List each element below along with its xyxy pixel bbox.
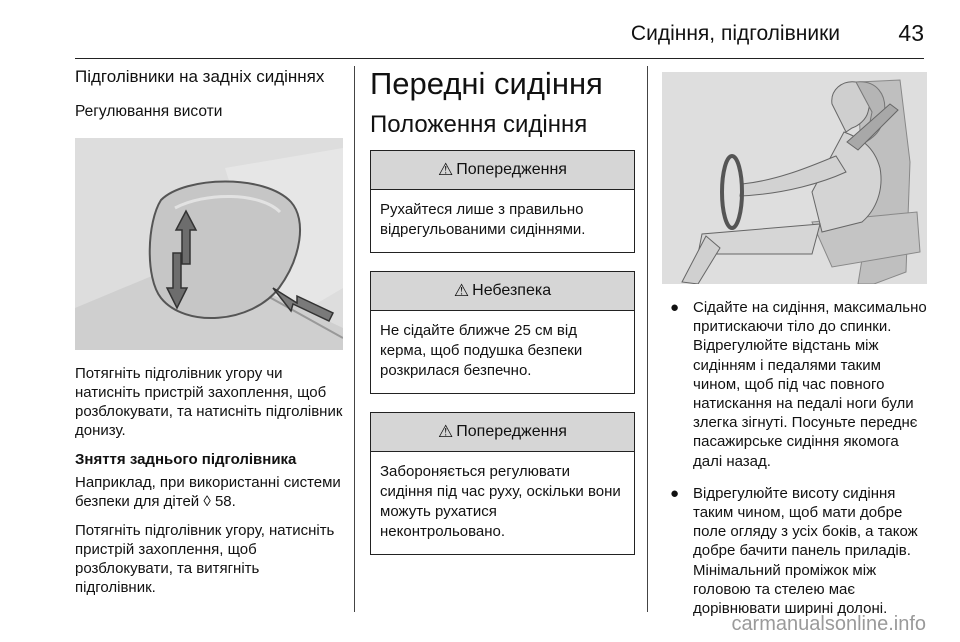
- paragraph-child-restraint: Наприклад, при використанні системи безпеки для дітей ◊ 58.: [75, 474, 341, 510]
- warning-box-header: [371, 413, 634, 452]
- driver-drawing: [662, 72, 927, 284]
- page-reference[interactable]: 58.: [210, 493, 236, 510]
- danger-box: [370, 271, 635, 394]
- paragraph-removal: Потягніть підголівник угору, натисніть пристрій захоплення, щоб розблокувати, та витягніть підголівник.: [75, 522, 335, 596]
- warning-triangle-icon: ⚠: [438, 160, 454, 179]
- warning-box-title: Попередження: [456, 161, 567, 178]
- column-seat-instructions: [662, 66, 927, 631]
- danger-box-title: Небезпека: [472, 282, 552, 299]
- page-number: 43: [898, 20, 924, 46]
- list-item: ● Відрегулюйте висоту сидіння таким чином, щоб мати добре поле огляду з усіх боків, а також добре бачити панель приладів. Мінімальний проміжок між головою та стелею має дорівнювати ширині долоні.: [670, 484, 918, 618]
- bullet-icon: ●: [670, 484, 680, 502]
- arrow-reference-icon: ◊: [203, 493, 211, 510]
- warning-box: [370, 150, 635, 253]
- column-rear-headrests: [75, 66, 343, 607]
- warning-box-text: Забороняється регулювати сидіння під час руху, оскільки вони можуть рухатися неконтрольовано.: [380, 463, 621, 540]
- subtitle-height-adjust: Регулювання висоти: [75, 103, 223, 120]
- danger-box-text: Не сідайте ближче 25 см від керма, щоб подушка безпеки розкрилася безпечно.: [380, 322, 583, 379]
- column-divider: [647, 66, 648, 612]
- warning-box-text: Рухайтеся лише з правильно відрегульованими сидіннями.: [380, 201, 586, 238]
- column-divider: [354, 66, 355, 612]
- driver-position-illustration: [662, 72, 927, 284]
- headrest-illustration: [75, 138, 343, 350]
- subtitle-removal: Зняття заднього підголівника: [75, 451, 297, 468]
- bullet-icon: ●: [670, 299, 680, 316]
- header-rule: [75, 58, 924, 59]
- warning-box-title: Попередження: [456, 423, 567, 440]
- section-title-rear-headrests: Підголівники на задніх сидіннях: [75, 67, 325, 86]
- subtitle-seat-position: Положення сидіння: [370, 111, 588, 138]
- warning-triangle-icon: ⚠: [438, 422, 454, 441]
- headrest-drawing: [75, 138, 343, 350]
- watermark: carmanualsonline.info: [731, 613, 926, 635]
- section-title-front-seats: Передні сидіння: [370, 66, 603, 101]
- warning-box-header: [371, 151, 634, 190]
- list-item: ● Сідайте на сидіння, максимально притискаючи тіло до спинки. Відрегулюйте відстань між сидінням і педалями таким чином, щоб під час повного натискання на педалі ноги були злегка зігнуті. Посуньте переднє пасажирське сидіння якомога далі назад.: [670, 299, 927, 470]
- running-header-title: Сидіння, підголівники: [630, 22, 840, 45]
- danger-box-header: [371, 272, 634, 311]
- warning-triangle-icon: ⚠: [453, 281, 470, 300]
- instruction-list: [662, 298, 927, 618]
- column-front-seats: [370, 66, 635, 573]
- paragraph-height-adjust: Потягніть підголівник угору чи натисніть пристрій захоплення, щоб розблокувати, та натисніть підголівник донизу.: [75, 365, 343, 439]
- warning-box: [370, 412, 635, 555]
